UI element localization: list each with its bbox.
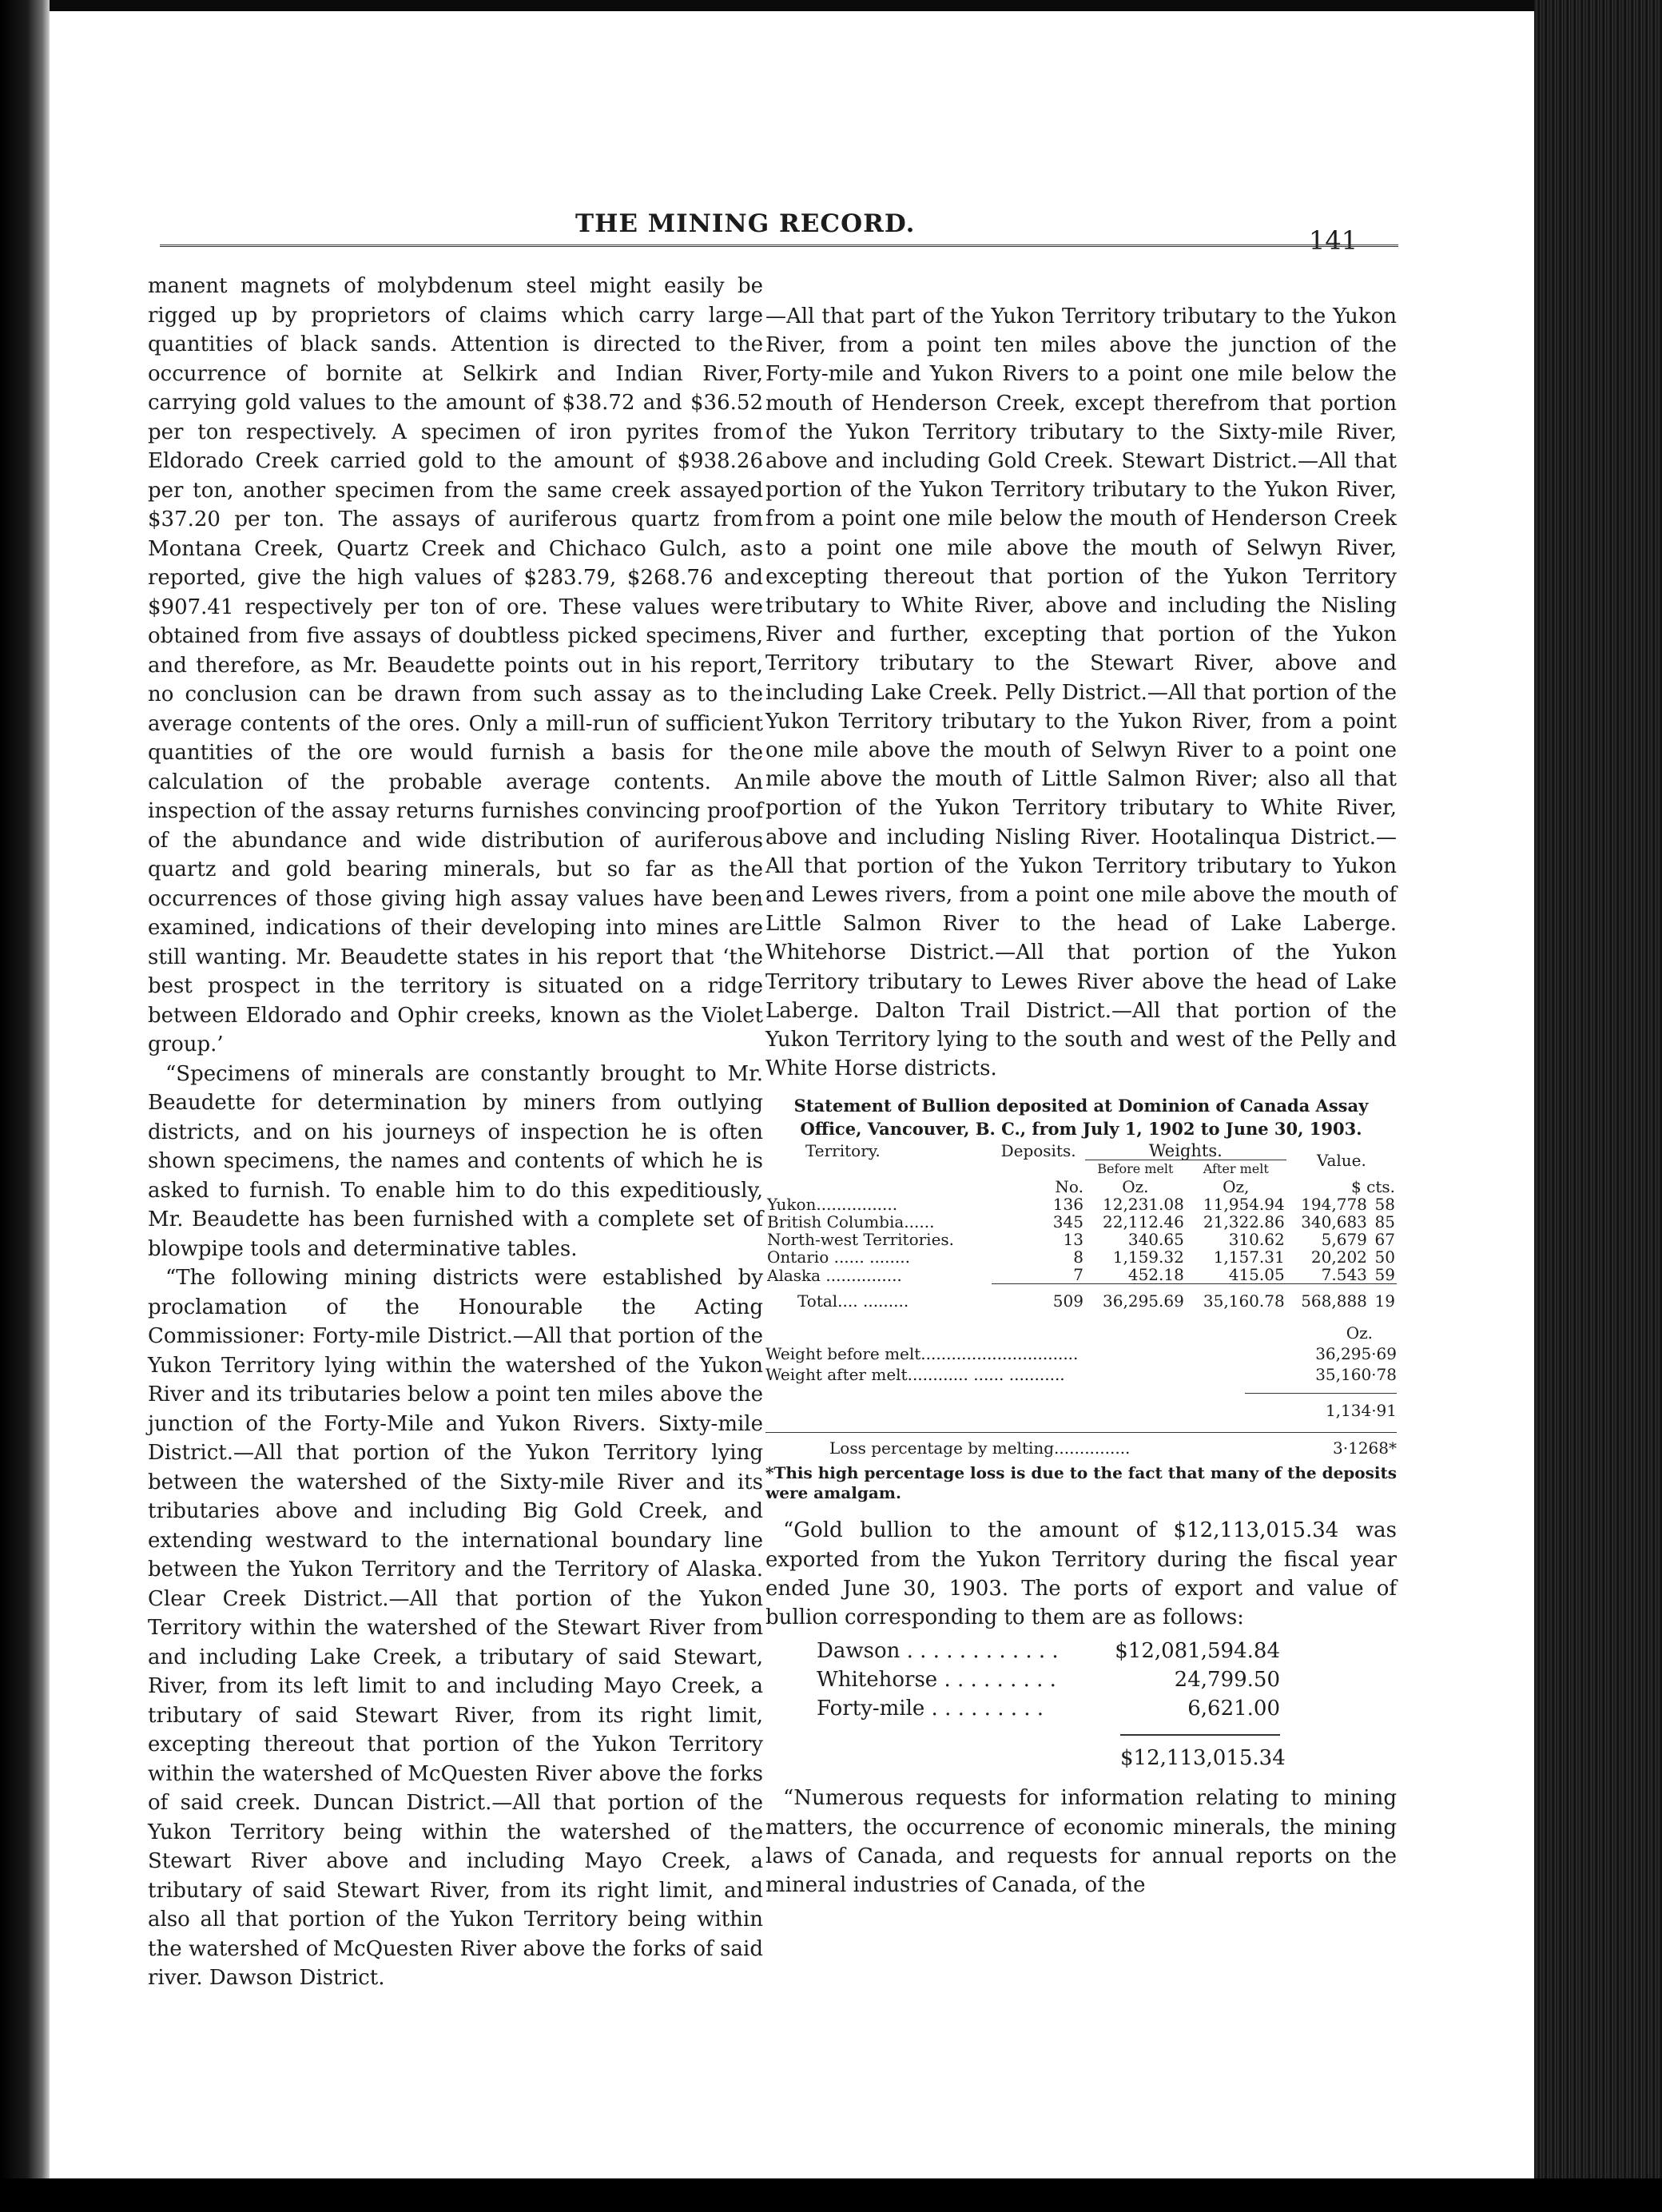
port-value: $12,081,594.84 (1115, 1639, 1280, 1664)
scan-bottom-edge (0, 2178, 1662, 2212)
th-oz-before: Oz. (1122, 1177, 1149, 1197)
oz-label: Oz. (1346, 1323, 1373, 1343)
left-paragraph-2: “Specimens of minerals are constantly brought to Mr. Beaudette for determination by miners from outlying districts, and on his journeys of inspection he is often shown specimens, the names and contents of which he is asked to furnish. To enable him to do this expeditiously, Mr. Beaudette has been furnished with a complete set of blowpipe tools and determinative tables. (148, 1061, 763, 1261)
th-weights: Weights. (1148, 1141, 1223, 1161)
cell-after: 415.05 (1228, 1265, 1285, 1285)
weight-difference: 1,134·91 (1245, 1393, 1397, 1421)
cell-territory: Ontario ...... ........ (767, 1247, 910, 1267)
cell-before: 1,159.32 (1112, 1247, 1184, 1267)
scan-left-edge (0, 0, 50, 2212)
list-item (817, 1694, 1280, 1723)
cell-before: 340.65 (1127, 1230, 1184, 1250)
cell-no: 8 (1073, 1247, 1083, 1267)
cell-no: 136 (1052, 1195, 1083, 1215)
table-row (765, 1196, 1397, 1213)
table-caption: Statement of Bullion deposited at Dominion of Canada Assay Office, Vancouver, B. C., from July 1, 1902 to June 30, 1903. (793, 1096, 1369, 1140)
cell-before: 22,112.46 (1103, 1212, 1184, 1232)
loss-value: 3·1268* (1333, 1438, 1397, 1458)
port-name: Whitehorse . . . . . . . . . (817, 1668, 1056, 1693)
cell-cents: 58 (1374, 1195, 1395, 1215)
table-units-row (765, 1178, 1397, 1196)
table-row (765, 1266, 1397, 1284)
list-item (817, 1637, 1280, 1665)
total-no: 509 (992, 1284, 1085, 1311)
right-paragraph-3: “Numerous requests for information relating to mining matters, the occurrence of economic minerals, the mining laws of Canada, and requests for annual reports on the mineral industries of Canada, of the (765, 1786, 1397, 1897)
cell-after: 21,322.86 (1203, 1212, 1285, 1232)
header-rule (160, 245, 1398, 250)
loss-label: Loss percentage by melting............... (829, 1438, 1131, 1458)
right-column (765, 302, 1397, 1900)
port-name: Dawson . . . . . . . . . . . . (817, 1639, 1059, 1664)
weight-before-value: 36,295·69 (1315, 1344, 1397, 1364)
th-after-melt: After melt (1186, 1160, 1286, 1179)
left-paragraph-3: “The following mining districts were established by proclamation of the Honourable the Acting Commissioner: Forty-mile District.—All that portion of the Yukon Territory lying within the watershed of the Yukon River and its tributaries below a point ten miles above the junction of the Forty-Mile and Yukon Rivers. Sixty-mile District.—All that portion of the Yukon Territory lying between the watershed of the Sixty-mile River and its tributaries above and including Big Gold Creek, and extending westward to the international boundary line between the Yukon Territory and the Territory of Alaska. Clear Creek District.—All that portion of the Yukon Territory within the watershed of the Stewart River from and including Lake Creek, a tributary of said Stewart, River, from its left limit to and including Mayo Creek, a tributary of said Stewart River, from its right limit, excepting thereout that portion of the Yukon Territory within the watershed of McQuesten River above the forks of said creek. Duncan District.—All that portion of the Yukon Territory being within the watershed of the Stewart River above and including Mayo Creek, a tributary of said Stewart River, from its right limit, and also all that portion of the Yukon Territory being within the watershed of McQuesten River above the forks of said river. Dawson District. (148, 1266, 763, 1990)
ports-list (817, 1637, 1286, 1772)
cell-territory: North-west Territories. (767, 1230, 955, 1250)
cell-dollars: 7.543 (1321, 1265, 1367, 1285)
cell-no: 13 (1063, 1230, 1083, 1250)
total-cents: 19 (1369, 1284, 1397, 1311)
book-spine-edge (1534, 0, 1662, 2212)
table-row (765, 1231, 1397, 1248)
total-dollars: 568,888 (1286, 1284, 1369, 1311)
total-after: 35,160.78 (1186, 1284, 1286, 1311)
journal-title: THE MINING RECORD. (575, 209, 916, 238)
table-header-row (765, 1142, 1397, 1160)
th-cts: $ cts. (1351, 1177, 1395, 1197)
th-no: No. (1055, 1177, 1083, 1197)
weight-before-row (765, 1343, 1397, 1364)
th-before-melt: Before melt (1085, 1160, 1186, 1179)
weight-after-row (765, 1364, 1397, 1385)
list-item (817, 1665, 1280, 1694)
th-deposits: Deposits. (1000, 1141, 1076, 1161)
left-column (148, 272, 763, 1993)
table-row (765, 1248, 1397, 1266)
loss-row (765, 1432, 1397, 1458)
port-name: Forty-mile . . . . . . . . . (817, 1697, 1044, 1721)
th-oz-after: Oz, (1223, 1177, 1250, 1197)
weight-before-label: Weight before melt............................... (765, 1344, 1079, 1364)
right-paragraph-1: —All that part of the Yukon Territory tributary to the Yukon River, from a point ten miles above the junction of the Forty-mile and Yukon Rivers to a point one mile below the mouth of Henderson Creek, except therefrom that portion of the Yukon Territory tributary to the Sixty-mile River, above and including Gold Creek. Stewart District.—All that portion of the Yukon Territory tributary to the Yukon River, from a point one mile below the mouth of Henderson Creek to a point one mile above the mouth of Selwyn River, excepting thereout that portion of the Yukon Territory tributary to White River, above and including the Nisling River and further, excepting that portion of the Yukon Territory tributary to the Stewart River, above and including Lake Creek. Pelly District.—All that portion of the Yukon Territory tributary to the Yukon River, from a point one mile above the mouth of Selwyn River to a point one mile above the mouth of Little Salmon River; also all that portion of the Yukon Territory tributary to White River, above and including Nisling River. Hootalinqua District.—All that portion of the Yukon Territory tributary to Yukon and Lewes rivers, from a point one mile above the mouth of Little Salmon River to the head of Lake Laberge. Whitehorse District.—All that portion of the Yukon Territory tributary to Lewes River above the head of Lake Laberge. Dalton Trail District.—All that portion of the Yukon Territory lying to the south and west of the Pelly and White Horse districts. (765, 304, 1397, 1081)
cell-no: 345 (1052, 1212, 1083, 1232)
cell-dollars: 20,202 (1310, 1247, 1367, 1267)
cell-territory: Yukon................ (767, 1195, 898, 1215)
cell-dollars: 5,679 (1321, 1230, 1367, 1250)
cell-before: 12,231.08 (1103, 1195, 1184, 1215)
cell-after: 310.62 (1228, 1230, 1285, 1250)
port-value: 24,799.50 (1174, 1668, 1280, 1693)
weight-after-value: 35,160·78 (1315, 1365, 1397, 1385)
running-head (160, 209, 1406, 257)
cell-cents: 85 (1374, 1212, 1395, 1232)
cell-cents: 50 (1374, 1247, 1395, 1267)
right-paragraph-2: “Gold bullion to the amount of $12,113,015.34 was exported from the Yukon Territory during the fiscal year ended June 30, 1903. The ports of export and value of bullion corresponding to them are as follows: (765, 1518, 1397, 1630)
cell-dollars: 194,778 (1301, 1195, 1367, 1215)
cell-territory: British Columbia...... (767, 1212, 935, 1232)
scan-top-edge (0, 0, 1662, 11)
table-total-row (765, 1284, 1397, 1311)
th-value: Value. (1316, 1150, 1366, 1170)
cell-before: 452.18 (1127, 1265, 1184, 1285)
table-footnote: *This high percentage loss is due to the fact that many of the deposits were amalgam. (765, 1463, 1397, 1503)
total-before: 36,295.69 (1085, 1284, 1186, 1311)
port-value: 6,621.00 (1187, 1697, 1280, 1721)
table-row (765, 1213, 1397, 1231)
cell-dollars: 340,683 (1301, 1212, 1367, 1232)
ports-total: $12,113,015.34 (1120, 1734, 1280, 1772)
cell-after: 11,954.94 (1203, 1195, 1285, 1215)
cell-territory: Alaska ............... (767, 1265, 902, 1285)
left-paragraph-1: manent magnets of molybdenum steel might easily be rigged up by proprietors of claims which carry large quantities of black sands. Attention is directed to the occurrence of bornite at Selkirk and Indian River, carrying gold values to the amount of $38.72 and $36.52 per ton respectively. A specimen of iron pyrites from Eldorado Creek carried gold to the amount of $938.26 per ton, another specimen from the same creek assayed $37.20 per ton. The assays of auriferous quartz from Montana Creek, Quartz Creek and Chichaco Gulch, as reported, give the high values of $283.79, $268.76 and $907.41 respectively per ton of ore. These values were obtained from five assays of doubtless picked specimens, and therefore, as Mr. Beaudette points out in his report, no conclusion can be drawn from such assay as to the average contents of the ores. Only a mill-run of sufficient quantities of the ore would furnish a basis for the calculation of the probable average contents. An inspection of the assay returns furnishes convincing proof of the abundance and wide distribution of auriferous quartz and gold bearing minerals, but so far as the occurrences of those giving high assay values have been examined, indications of their developing into mines are still wanting. Mr. Beaudette states in his report that ‘the best prospect in the territory is situated on a ridge between Eldorado and Ophir creeks, known as the Violet group.’ (148, 274, 763, 1056)
total-label: Total.... ......... (797, 1291, 909, 1311)
th-territory: Territory. (805, 1141, 881, 1161)
cell-cents: 67 (1374, 1230, 1395, 1250)
cell-no: 7 (1073, 1265, 1083, 1285)
bullion-table (765, 1142, 1397, 1310)
cell-after: 1,157.31 (1213, 1247, 1285, 1267)
page-number: 141 (1309, 225, 1358, 256)
melt-summary (765, 1323, 1397, 1458)
weight-after-label: Weight after melt............ ...... ........... (765, 1365, 1065, 1385)
cell-cents: 59 (1374, 1265, 1395, 1285)
